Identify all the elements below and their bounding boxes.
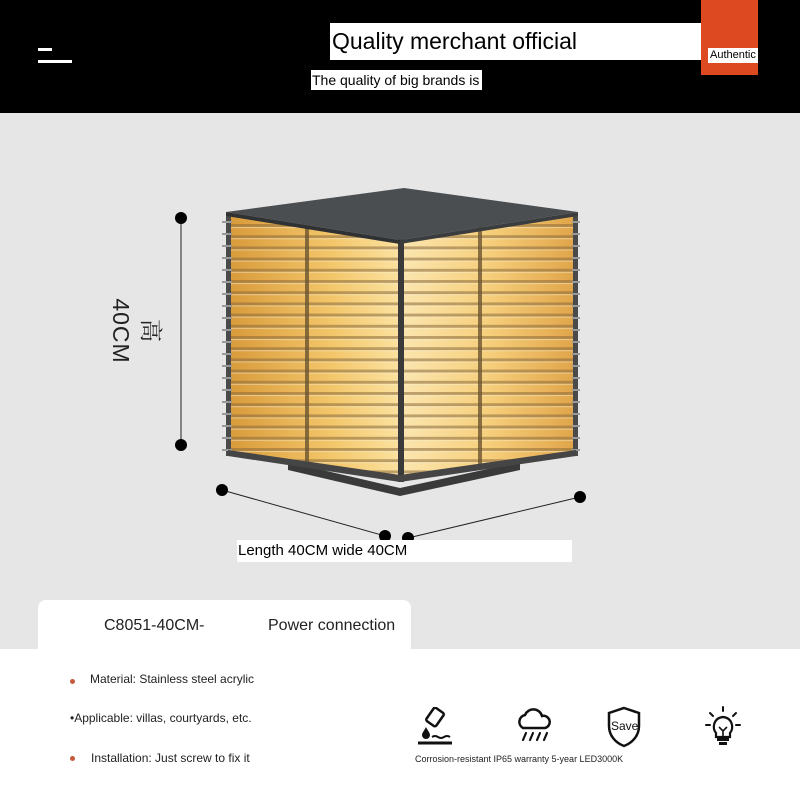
length-dot-left: [216, 484, 228, 496]
led-bulb-icon: [703, 705, 743, 747]
width-dimension-line: [408, 497, 580, 538]
model-code: C8051-40CM-: [104, 617, 205, 634]
power-connection: Power connection: [268, 617, 396, 634]
spec-bullet: [70, 756, 75, 761]
spec-bullet: [70, 679, 75, 684]
corrosion-resistant-icon: [414, 707, 456, 747]
spec-installation: Installation: Just screw to fix it: [91, 751, 250, 765]
width-dot-right: [574, 491, 586, 503]
save-label: Save: [611, 719, 639, 733]
height-dot-bottom: [175, 439, 187, 451]
features-caption: Corrosion-resistant IP65 warranty 5-year LED3000K: [415, 754, 624, 764]
spec-material: Material: Stainless steel acrylic: [90, 672, 255, 686]
dimensions-label: Length 40CM wide 40CM: [237, 540, 572, 562]
height-dot-top: [175, 212, 187, 224]
spec-applicable: •Applicable: villas, courtyards, etc.: [70, 711, 252, 725]
ip65-rain-icon: [514, 708, 554, 744]
height-label: 高40CM: [108, 298, 164, 364]
page-subtitle: The quality of big brands is: [311, 70, 482, 90]
length-dimension-line: [222, 490, 385, 536]
authentic-badge-label: Authentic: [708, 48, 758, 63]
page-title: Quality merchant official: [330, 23, 750, 60]
